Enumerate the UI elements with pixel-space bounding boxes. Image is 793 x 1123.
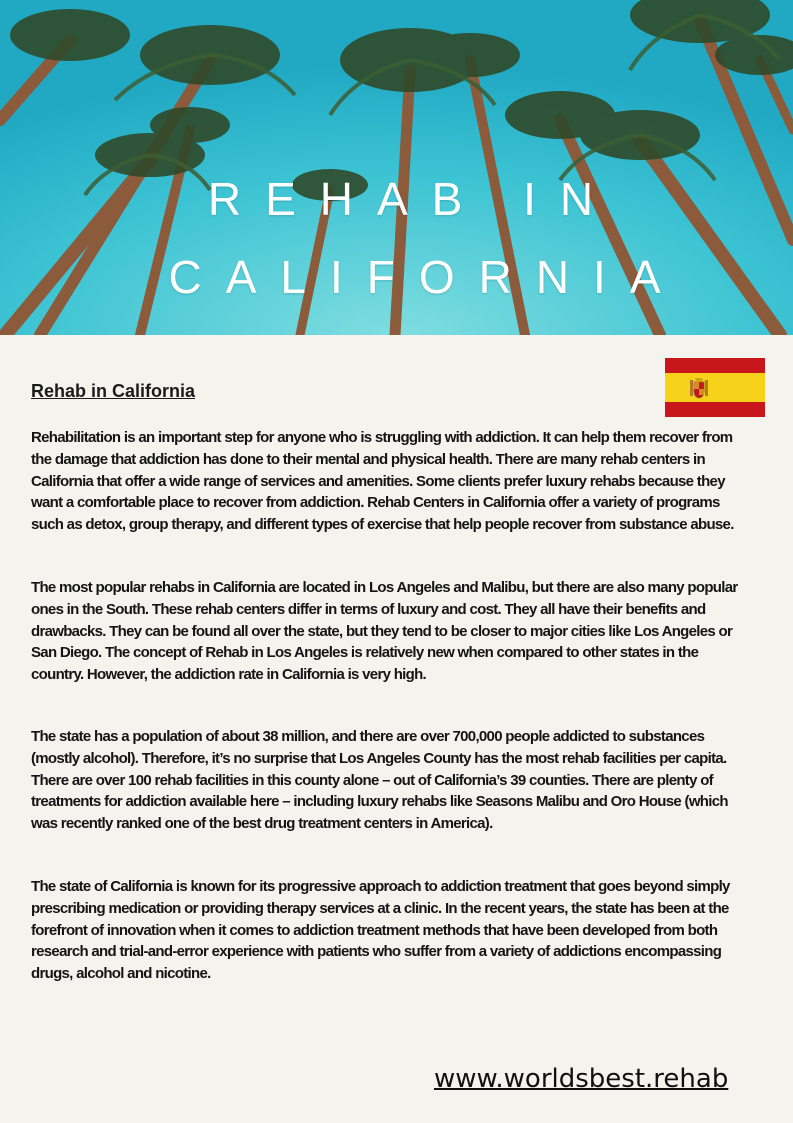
hero-title-line1: REHAB IN bbox=[207, 173, 618, 225]
hero-title-line2: CALIFORNIA bbox=[168, 251, 685, 303]
spain-flag-icon bbox=[665, 358, 765, 417]
article-paragraph-3: The state has a population of about 38 million, and there are over 700,000 people addicted to substances (mostly alcohol). Therefore, it’s no surprise that Los Angeles County has the most rehab facilities per capita. There are over 100 rehab facilities in this county alone – out of California’s 39 counties. There are plenty of treatments for addiction available here – including luxury rehabs like Seasons Malibu and Oro House (which was recently ranked one of the best drug treatment centers in America). bbox=[31, 728, 728, 833]
hero-banner bbox=[0, 0, 793, 335]
website-link[interactable]: www.worldsbest.rehab bbox=[434, 1064, 729, 1094]
article-paragraph-4: The state of California is known for its progressive approach to addiction treatment that goes beyond simply prescribing medication or providing therapy services at a clinic. In the recent years, the state has been at the forefront of innovation when it comes to addiction treatment methods that have been developed from both research and trial-and-error experience with patients who suffer from a variety of addictions encompassing drugs, alcohol and nicotine. bbox=[31, 878, 730, 983]
coat-of-arms-icon bbox=[688, 376, 710, 400]
article-paragraph-1: Rehabilitation is an important step for anyone who is struggling with addiction. It can help them recover from the damage that addiction has done to their mental and physical health. There are many rehab centers in California that offer a wide range of services and amenities. Some clients prefer luxury rehabs because they want a comfortable place to recover from addiction. Rehab Centers in California offer a variety of programs such as detox, group therapy, and different types of exercise that help people recover from substance abuse. bbox=[31, 429, 734, 534]
article-heading: Rehab in California bbox=[31, 381, 196, 401]
article-paragraph-2: The most popular rehabs in California are located in Los Angeles and Malibu, but there are also many popular ones in the South. These rehab centers differ in terms of luxury and cost. They all have their benefits and drawbacks. They can be found all over the state, but they tend to be closer to major cities like Los Angeles or San Diego. The concept of Rehab in Los Angeles is relatively new when compared to other states in the country. However, the addiction rate in California is very high. bbox=[31, 579, 738, 684]
